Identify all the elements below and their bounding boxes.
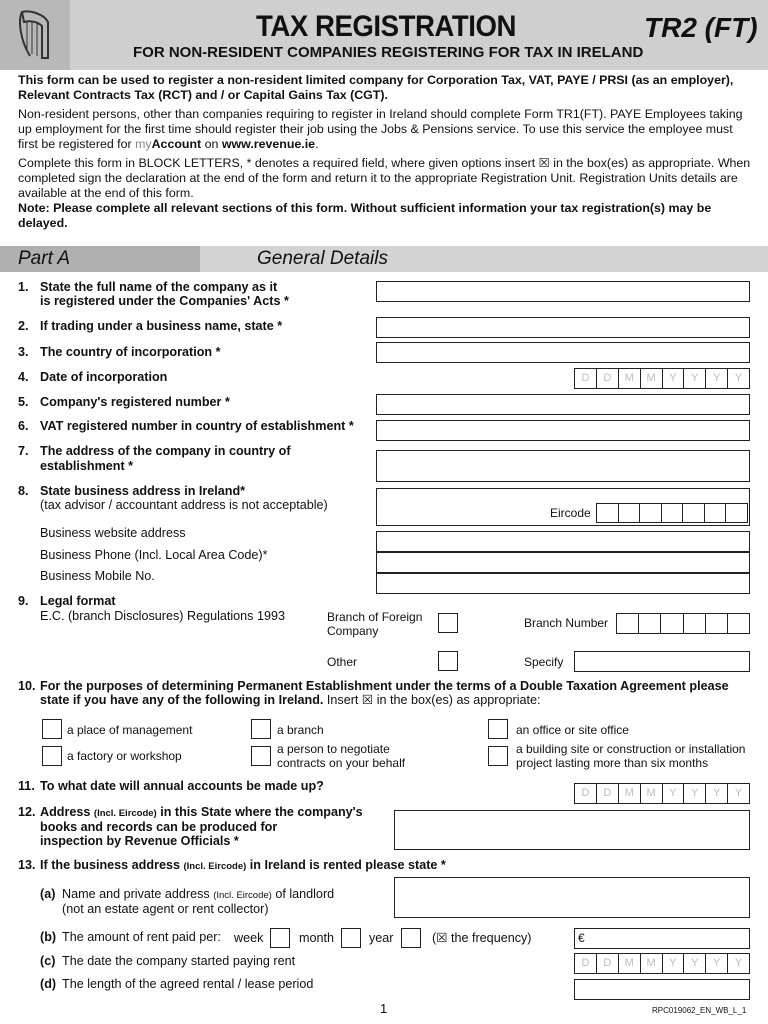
date-digit: Y — [663, 784, 685, 803]
eircode-digit — [662, 504, 684, 522]
agent-label-2: contracts on your behalf — [277, 756, 406, 770]
form-code: TR2 (FT) — [644, 12, 758, 43]
branch-number-digit — [661, 614, 683, 633]
q11-number: 11. — [18, 779, 35, 793]
branch-number-digit — [639, 614, 661, 633]
intro-note: Note: Please complete all relevant sections of this form. Without sufficient information your tax registration(s) may be delayed. — [18, 201, 712, 230]
q5-number: 5. — [18, 395, 29, 409]
branch-number-digit — [617, 614, 639, 633]
date-digit: Y — [706, 369, 728, 388]
office-label: an office or site office — [516, 723, 629, 737]
year-checkbox[interactable] — [401, 928, 421, 948]
website-field[interactable] — [376, 531, 750, 552]
q13a-line1-b: of landlord — [271, 887, 335, 901]
myaccount-account: Account — [151, 137, 202, 151]
logo-box — [0, 0, 70, 70]
revenue-link[interactable]: www.revenue.ie — [221, 137, 316, 151]
part-label: Part A — [18, 248, 71, 269]
date-digit: D — [575, 784, 597, 803]
branch-foreign-label-2: Company — [327, 624, 379, 638]
registered-number-field[interactable] — [376, 394, 750, 415]
branch-label: a branch — [277, 723, 324, 737]
q8-mobile-label: Business Mobile No. — [40, 569, 155, 583]
q8-phone-label: Business Phone (Incl. Local Area Code)* — [40, 548, 268, 562]
intro-p2 — [18, 107, 754, 152]
lease-length-field[interactable] — [574, 979, 750, 1000]
branch-number-field[interactable] — [616, 613, 750, 634]
frequency-label: (☒ the frequency) — [432, 931, 532, 945]
month-checkbox[interactable] — [341, 928, 361, 948]
intro-p3: Complete this form in BLOCK LETTERS, * denotes a required field, where given options insert ☒ in the box(es) as appropriate. When completed sign the declaration at the end of the form and return it to the appropriate Registration Unit. Registration Units details are available at the end of this form. — [18, 156, 751, 200]
agent-checkbox[interactable] — [251, 746, 271, 766]
q8-line2: (tax advisor / accountant address is not acceptable) — [40, 498, 328, 512]
month-label: month — [299, 931, 335, 945]
branch-foreign-label-1: Branch of Foreign — [327, 610, 423, 624]
q13a-line1-small: (Incl. Eircode) — [213, 890, 272, 901]
country-of-incorporation-field[interactable] — [376, 342, 750, 363]
q7-line1: The address of the company in country of — [40, 444, 291, 458]
date-digit: Y — [706, 954, 728, 973]
foreign-address-field[interactable] — [376, 450, 750, 482]
q12-number: 12. — [18, 805, 36, 819]
branch-checkbox[interactable] — [251, 719, 271, 739]
branch-number-digit — [706, 614, 728, 633]
eircode-digit — [683, 504, 705, 522]
building-site-label-1: a building site or construction or installation — [516, 742, 746, 756]
q3-number: 3. — [18, 345, 29, 359]
q13c-number: (c) — [40, 954, 56, 968]
euro-icon: € — [578, 931, 585, 945]
eircode-digit — [726, 504, 747, 522]
eircode-digit — [640, 504, 662, 522]
q2-text: If trading under a business name, state * — [40, 319, 283, 333]
q13d-text: The length of the agreed rental / lease period — [62, 977, 314, 991]
q11-text: To what date will annual accounts be made up? — [40, 779, 324, 793]
q9-regs: E.C. (branch Disclosures) Regulations 1993 — [40, 609, 285, 623]
branch-foreign-checkbox[interactable] — [438, 613, 458, 633]
q13-text-b: in Ireland is rented please state * — [246, 858, 446, 872]
q8-line1: State business address in Ireland* — [40, 484, 246, 498]
date-digit: D — [575, 369, 597, 388]
q10-line1: For the purposes of determining Permanent Establishment under the terms of a Double Taxation Agreement please — [40, 679, 729, 693]
intro-p2-on: on — [201, 137, 222, 151]
q7-number: 7. — [18, 444, 29, 458]
year-label: year — [369, 931, 394, 945]
harp-icon — [0, 0, 70, 70]
mobile-field[interactable] — [376, 573, 750, 594]
branch-number-digit — [728, 614, 749, 633]
q2-number: 2. — [18, 319, 29, 333]
q13c-text: The date the company started paying rent — [62, 954, 296, 968]
building-site-checkbox[interactable] — [488, 746, 508, 766]
form-subtitle: FOR NON-RESIDENT COMPANIES REGISTERING FOR TAX IN IRELAND — [133, 44, 644, 61]
date-digit: D — [597, 954, 619, 973]
phone-field[interactable] — [376, 552, 750, 573]
q13-number: 13. — [18, 858, 36, 872]
q12-line1-b: in this State where the company's — [156, 805, 363, 819]
date-digit: Y — [706, 784, 728, 803]
q13b-text: The amount of rent paid per: — [62, 930, 221, 944]
part-title: General Details — [257, 248, 388, 269]
form-title: TAX REGISTRATION — [256, 10, 516, 43]
eircode-digit — [619, 504, 641, 522]
q13-text-small: (Incl. Eircode) — [183, 861, 247, 872]
eircode-digit — [597, 504, 619, 522]
q12-line1-small: (Incl. Eircode) — [93, 808, 157, 819]
q12-line1-a: Address — [40, 805, 94, 819]
date-digit: Y — [734, 957, 743, 969]
week-label: week — [234, 931, 264, 945]
q6-number: 6. — [18, 419, 29, 433]
factory-checkbox[interactable] — [42, 746, 62, 766]
q12-line3: inspection by Revenue Officials * — [40, 834, 239, 848]
intro-p2-end: . — [315, 137, 319, 151]
branch-number-digit — [684, 614, 706, 633]
date-digit: Y — [663, 954, 685, 973]
date-digit: M — [641, 954, 663, 973]
date-digit: M — [641, 784, 663, 803]
date-digit: M — [619, 784, 641, 803]
q6-text: VAT registered number in country of establishment * — [40, 419, 354, 433]
books-address-field[interactable] — [394, 810, 750, 850]
date-digit: M — [619, 954, 641, 973]
date-digit: Y — [684, 954, 706, 973]
agent-label-1: a person to negotiate — [277, 742, 390, 756]
q4-text: Date of incorporation — [40, 370, 168, 384]
week-checkbox[interactable] — [270, 928, 290, 948]
intro-text — [18, 73, 754, 231]
q3-text: The country of incorporation * — [40, 345, 221, 359]
q7-line2: establishment * — [40, 459, 134, 473]
date-digit: Y — [663, 369, 685, 388]
q10-number: 10. — [18, 679, 36, 693]
rent-amount-field[interactable] — [574, 928, 750, 949]
date-digit: M — [641, 369, 663, 388]
other-checkbox[interactable] — [438, 651, 458, 671]
date-digit: Y — [684, 784, 706, 803]
intro-p2-text: Non-resident persons, other than companies requiring to register in Ireland should complete Form TR1(FT). PAYE Employees taking up employment for the first time should register their job using the Jobs & Pensions service. To use this service the employee must first be registered for — [18, 107, 743, 151]
q1-line1: State the full name of the company as it — [40, 280, 278, 294]
other-label: Other — [327, 655, 358, 669]
factory-label: a factory or workshop — [67, 749, 182, 763]
q13d-number: (d) — [40, 977, 57, 991]
q4-number: 4. — [18, 370, 29, 384]
form-reference: RPC019062_EN_WB_L_1 — [652, 1006, 747, 1015]
specify-field[interactable] — [574, 651, 750, 672]
q13-text-a: If the business address — [40, 858, 184, 872]
q8-number: 8. — [18, 484, 29, 498]
management-checkbox[interactable] — [42, 719, 62, 739]
date-digit: D — [597, 369, 619, 388]
q9-number: 9. — [18, 594, 29, 608]
office-checkbox[interactable] — [488, 719, 508, 739]
date-digit: D — [597, 784, 619, 803]
q12-line2: books and records can be produced for — [40, 820, 278, 834]
q13a-line1-a: Name and private address — [62, 887, 214, 901]
date-digit: Y — [734, 372, 743, 384]
date-digit: Y — [734, 787, 743, 799]
company-name-field[interactable] — [376, 281, 750, 302]
q10-line2-rest: Insert ☒ in the box(es) as appropriate: — [323, 693, 541, 707]
intro-p1: This form can be used to register a non-resident limited company for Corporation Tax, VAT, PAYE / PRSI (as an employer), Relevant Contracts Tax (RCT) and / or Capital Gains Tax (CGT). — [18, 73, 734, 102]
q10-line2-bold: state if you have any of the following in Ireland. — [40, 693, 324, 707]
date-digit: M — [619, 369, 641, 388]
q5-text: Company's registered number * — [40, 395, 230, 409]
accounts-date-field[interactable] — [574, 783, 750, 804]
q9-title: Legal format — [40, 594, 116, 608]
building-site-label-2: project lasting more than six months — [516, 756, 709, 770]
date-digit: Y — [684, 369, 706, 388]
page-number: 1 — [380, 1001, 388, 1016]
eircode-digit — [705, 504, 727, 522]
q13a-line2: (not an estate agent or rent collector) — [62, 902, 269, 916]
eircode-label: Eircode — [550, 506, 591, 520]
q13b-number: (b) — [40, 930, 57, 944]
date-digit: D — [575, 954, 597, 973]
rent-start-date-field[interactable] — [574, 953, 750, 974]
eircode-field[interactable] — [596, 503, 748, 523]
myaccount-my: my — [135, 137, 152, 151]
q1-line2: is registered under the Companies' Acts * — [40, 294, 289, 308]
incorporation-date-field[interactable] — [574, 368, 750, 389]
management-label: a place of management — [67, 723, 193, 737]
q1-number: 1. — [18, 280, 29, 294]
q8-website-label: Business website address — [40, 526, 186, 540]
q13a-number: (a) — [40, 887, 56, 901]
branch-number-label: Branch Number — [524, 616, 609, 630]
business-name-field[interactable] — [376, 317, 750, 338]
specify-label: Specify — [524, 655, 564, 669]
vat-number-field[interactable] — [376, 420, 750, 441]
landlord-field[interactable] — [394, 877, 750, 918]
